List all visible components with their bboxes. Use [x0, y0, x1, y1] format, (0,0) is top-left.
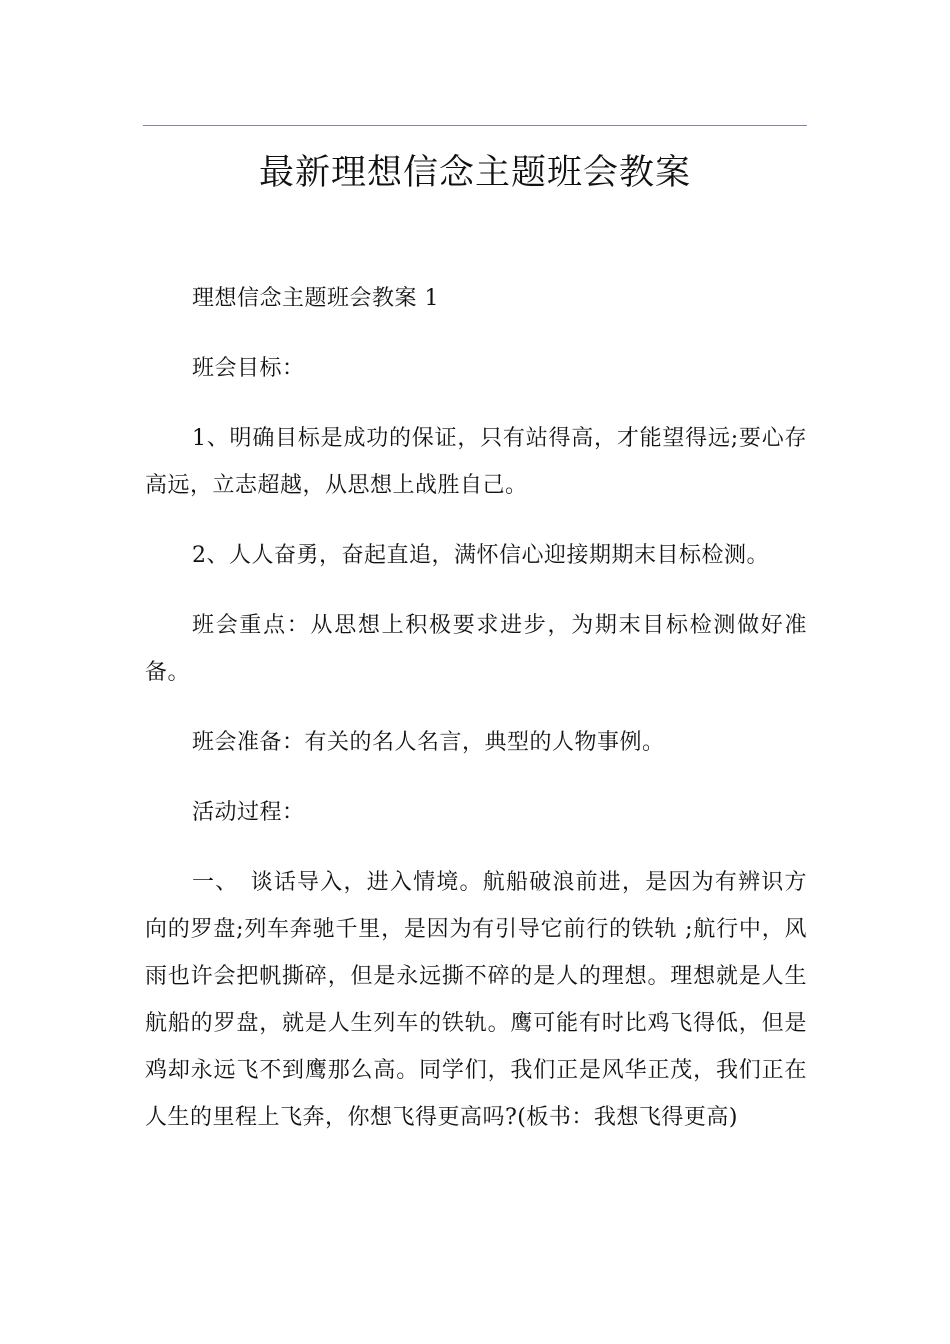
- goal-item-1: 1、明确目标是成功的保证，只有站得高，才能望得远;要心存高远，立志超越，从思想上战胜自己。: [145, 426, 807, 498]
- goals-label: 班会目标：: [192, 356, 305, 381]
- section-heading: 理想信念主题班会教案 1: [192, 286, 439, 311]
- step-one-paragraph: 一、 谈话导入，进入情境。航船破浪前进，是因为有辨识方向的罗盘;列车奔驰千里，是因为有引导它前行的铁轨 ;航行中，风雨也许会把帆撕碎，但是永远撕不碎的是人的理想。理想就是人生航船的罗盘，就是人生列车的铁轨。鹰可能有时比鸡飞得低，但是鸡却永远飞不到鹰那么高。同学们，我们正是风华正茂，我们正在人生的里程上飞奔，你想飞得更高吗?(板书：我想飞得更高): [145, 870, 807, 1130]
- key-points-paragraph: 班会重点：从思想上积极要求进步，为期末目标检测做好准备。: [145, 613, 807, 685]
- preparation-paragraph: 班会准备：有关的名人名言，典型的人物事例。: [192, 730, 665, 755]
- goal-item-2: 2、人人奋勇，奋起直追，满怀信心迎接期期末目标检测。: [192, 543, 769, 568]
- header-rule: [143, 125, 807, 126]
- process-label: 活动过程：: [192, 800, 305, 825]
- document-body: [145, 275, 807, 1164]
- document-title: 最新理想信念主题班会教案: [258, 153, 691, 193]
